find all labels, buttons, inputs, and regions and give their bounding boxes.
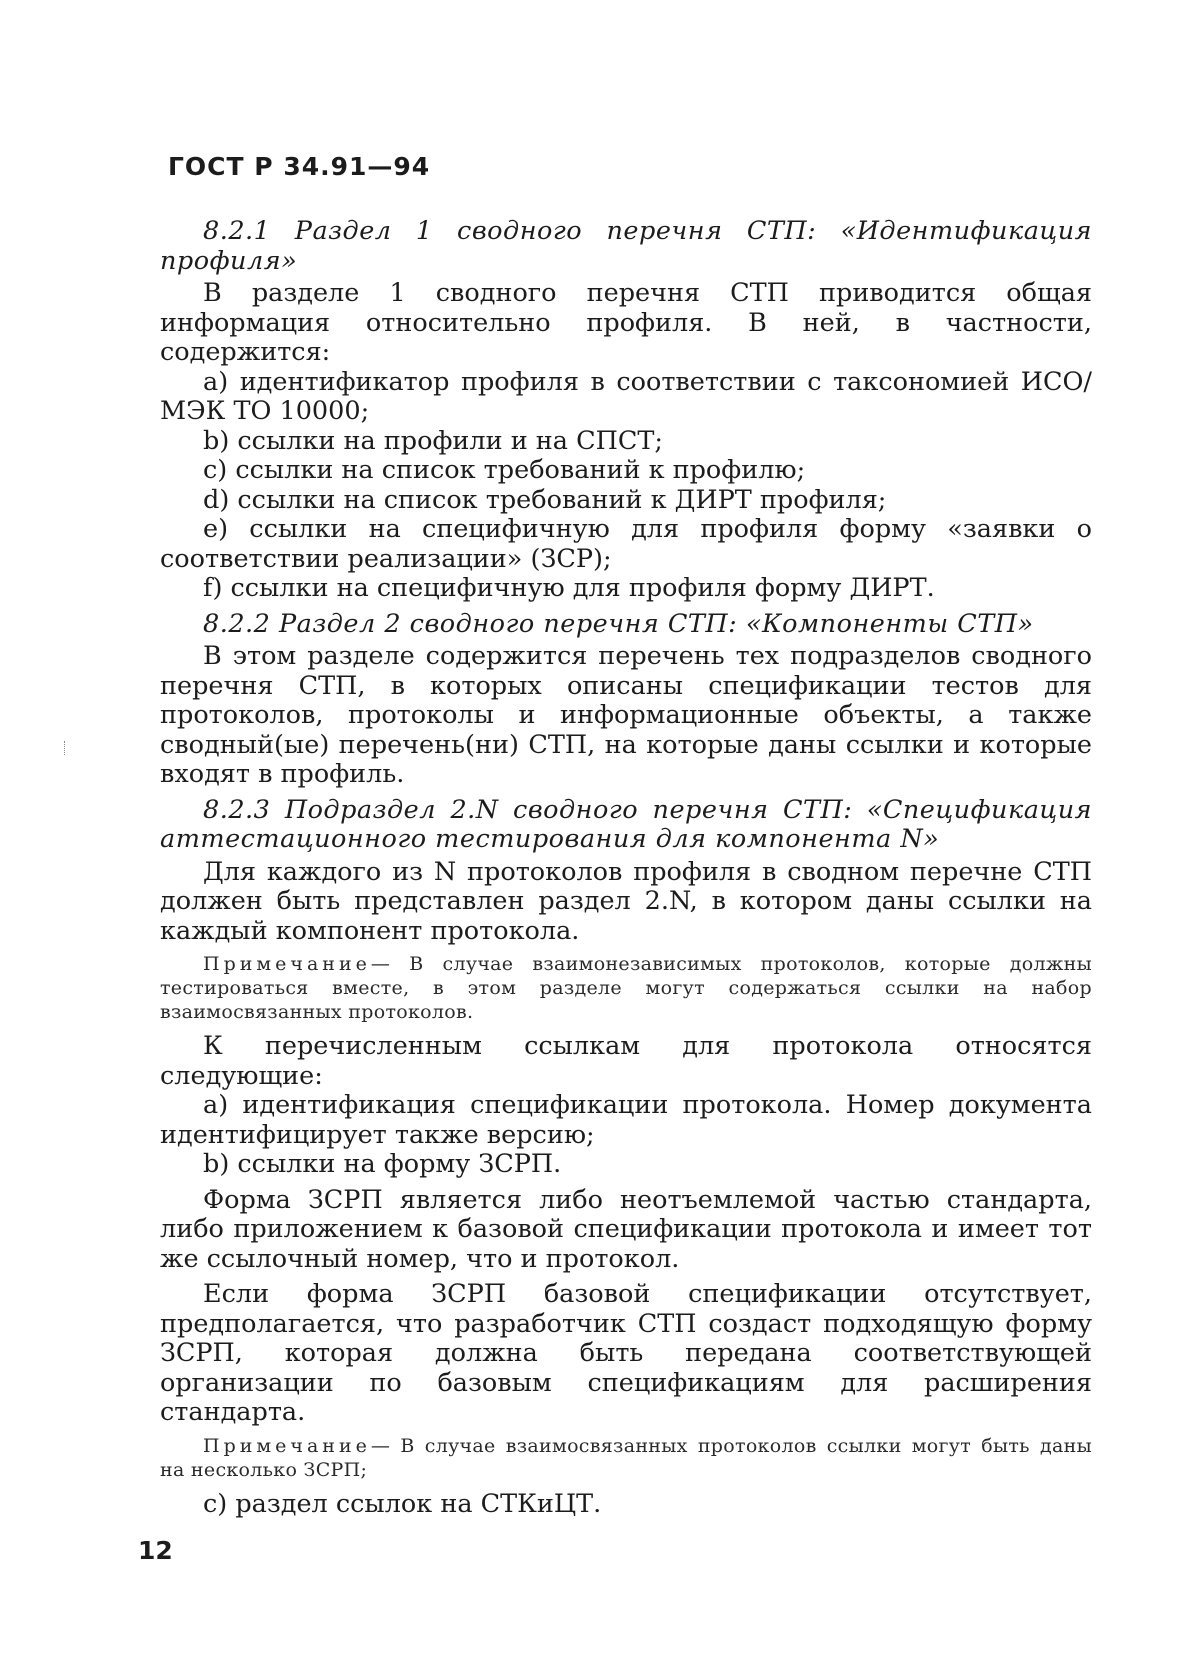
list-item-d: d) ссылки на список требований к ДИРТ профиля; — [203, 484, 887, 515]
section-8-2-2-text: В этом разделе содержится перечень тех подразделов сводного перечня СТП, в которых описаны спецификации тестов для протоколов, протоколы и информационные объекты, а также сводный(ые) перечень(ни) СТП, на которые даны ссылки и которые входят в профиль. — [160, 641, 1092, 789]
list-item-c-last: c) раздел ссылок на СТКиЦТ. — [203, 1488, 602, 1519]
paragraph-zsrp-missing: Если форма ЗСРП базовой спецификации отсутствует, предполагается, что разработчик СТП создаст подходящую форму ЗСРП, которая должна быть передана соответствующей организации по базовым спецификациям для расширения стандарта. — [160, 1279, 1092, 1427]
section-8-2-1-heading: 8.2.1 Раздел 1 сводного перечня СТП: «Идентификация профиля» — [160, 216, 1092, 276]
page-number: 12 — [138, 1536, 173, 1565]
list-item-f: f) ссылки на специфичную для профиля форму ДИРТ. — [203, 573, 935, 603]
list-item-a: a) идентификатор профиля в соответствии с таксономией ИСО/МЭК ТО 10000; — [160, 366, 1092, 426]
section-8-2-3-heading: 8.2.3 Подраздел 2.N сводного перечня СТП: «Спецификация аттестационного тестирования для компонента N» — [160, 794, 1092, 854]
refs-item-b: b) ссылки на форму ЗСРП. — [203, 1149, 562, 1179]
note-2-label: Примечание — [203, 1434, 371, 1457]
section-8-2-3-text: Для каждого из N протоколов профиля в сводном перечне СТП должен быть представлен раздел 2.N, в котором даны ссылки на каждый компонент протокола. — [160, 856, 1092, 946]
list-item-b: b) ссылки на профили и на СПСТ; — [203, 425, 663, 456]
refs-item-a: a) идентификация спецификации протокола. Номер документа идентифицирует также версию; — [160, 1090, 1092, 1150]
note-1 — [160, 952, 1092, 1024]
section-8-2-2-heading: 8.2.2 Раздел 2 сводного перечня СТП: «Компоненты СТП» — [203, 608, 1034, 639]
list-item-c: c) ссылки на список требований к профилю; — [203, 455, 806, 485]
margin-mark — [64, 741, 68, 755]
note-2-text: — В случае взаимосвязанных протоколов ссылки могут быть даны на несколько ЗСРП; — [160, 1434, 1092, 1481]
paragraph-zsrp-form: Форма ЗСРП является либо неотъемлемой частью стандарта, либо приложением к базовой спецификации протокола и имеет тот же ссылочный номер, что и протокол. — [160, 1184, 1092, 1274]
note-1-text: — В случае взаимонезависимых протоколов, которые должны тестироваться вместе, в этом разделе могут содержаться ссылки на набор взаимосвязанных протоколов. — [160, 953, 1092, 1023]
section-8-2-1-intro: В разделе 1 сводного перечня СТП приводится общая информация относительно профиля. В ней, в частности, содержится: — [160, 278, 1092, 367]
refs-intro: К перечисленным ссылкам для протокола относятся следующие: — [160, 1031, 1092, 1091]
document-body — [160, 213, 1092, 1519]
note-1-label: Примечание — [203, 953, 371, 975]
document-header: ГОСТ Р 34.91—94 — [168, 152, 431, 181]
note-2 — [160, 1434, 1092, 1482]
list-item-e: e) ссылки на специфичную для профиля форму «заявки о соответствии реализации» (ЗСР); — [160, 514, 1092, 574]
